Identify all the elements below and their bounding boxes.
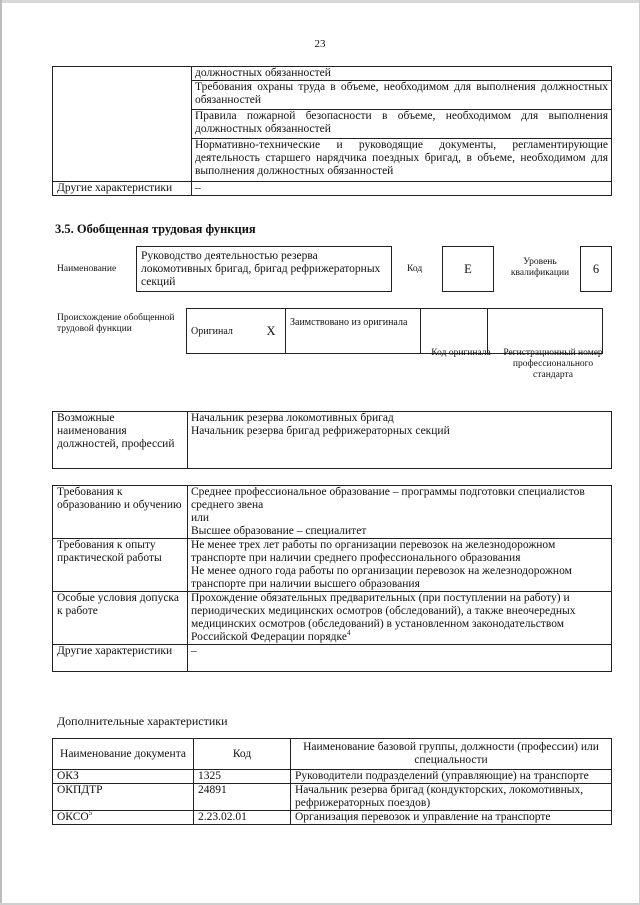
origin-label: Происхождение обобщенной трудовой функции [57,313,175,334]
requirement-line: Не менее трех лет работы по организации перевозок на железнодорожном транспорте при наличии среднего профессионального образования [191,539,556,564]
table-header-row [53,739,612,770]
additional-table [52,738,612,825]
positions-table [52,411,612,469]
page-edge [0,0,640,3]
table-row [53,182,612,196]
positions-values [188,412,612,469]
table-cell: Другие характеристики [53,182,192,196]
table-row [53,67,612,81]
additional-title: Дополнительные характеристики [57,714,228,728]
requirement-label: Другие характеристики [53,645,188,672]
table-row [187,309,603,354]
requirement-line: Не менее одного года работы по организации перевозок на железнодорожном транспорте при наличии высшего образования [191,565,572,590]
code-cell: 2.23.02.01 [194,811,291,825]
table-row [53,412,612,469]
code-cell: 24891 [194,784,291,811]
original-code-cell [421,309,488,354]
name-label: Наименование [57,264,117,274]
column-header: Наименование документа [53,739,194,770]
continuation-table [52,66,612,196]
original-label: Оригинал [187,309,258,354]
code-value-box: E [442,246,494,292]
name-cell: Начальник резерва бригад (кондукторских, локомотивных, рефрижераторных поездов) [291,784,612,811]
table-cell: Правила пожарной безопасности в объеме, необходимом для выполнения должностных обязанностей [192,110,612,139]
level-value-box: 6 [580,246,612,292]
requirement-value [188,486,612,539]
table-row [53,486,612,539]
table-cell: – [192,182,612,196]
doc-cell [53,784,194,811]
doc-cell [53,811,194,825]
requirement-line: Среднее профессиональное образование – программы подготовки специалистов среднего звена [191,486,585,511]
position-line: Начальник резерва локомотивных бригад [191,412,394,424]
table-cell: должностных обязанностей [192,67,612,81]
footnote-mark: 5 [88,809,93,818]
code-caption: Код оригинала [431,348,491,358]
table-row [53,784,612,811]
table-row [53,811,612,825]
name-cell: Организация перевозок и управление на транспорте [291,811,612,825]
footnote-mark: 4 [346,629,351,638]
column-header: Наименование базовой группы, должности (профессии) или специальности [291,739,612,770]
doc-name: ОКЗ [57,770,79,782]
table-row [53,592,612,645]
borrowed-label: Заимствовано из оригинала [286,309,421,354]
page-number: 23 [314,38,326,50]
requirement-line: Прохождение обязательных предварительных (при поступлении на работу) и периодических медицинских осмотров (обследований), а также внеочередных медицинских осмотров (обследований) в установленном законодательством Российской Федерации порядке [191,592,576,643]
reg-caption: Регистрационный номер профессионального стандарта [503,348,603,380]
requirement-value: – [188,645,612,672]
page-edge [0,0,2,905]
doc-cell [53,770,194,784]
table-cell: Нормативно-технические и руководящие документы, регламентирующие деятельность старшего нарядчика поездных бригад, в объеме, необходимом для выполнения должностных обязанностей [192,139,612,182]
table-cell [53,67,192,182]
table-row [53,770,612,784]
code-cell: 1325 [194,770,291,784]
section-title: 3.5. Обобщенная трудовая функция [55,222,256,236]
table-cell: Требования охраны труда в объеме, необходимом для выполнения должностных обязанностей [192,81,612,110]
doc-name: ОКСО [57,811,89,823]
requirement-label: Требования к образованию и обучению [53,486,188,539]
requirement-label: Особые условия допуска к работе [53,592,188,645]
requirement-value [188,592,612,645]
level-label: Уровень квалификации [510,257,570,278]
column-header: Код [194,739,291,770]
function-name-box: Руководство деятельностью резерва локомотивных бригад, бригад рефрижераторных секций [136,246,392,292]
name-cell: Руководители подразделений (управляющие) на транспорте [291,770,612,784]
requirement-line: или [191,512,210,524]
requirement-line: Высшее образование – специалитет [191,525,367,537]
requirements-table [52,485,612,672]
code-label: Код [407,264,423,274]
table-row [53,539,612,592]
requirement-value [188,539,612,592]
reg-number-cell [488,309,603,354]
table-row [53,645,612,672]
original-mark: X [257,309,286,354]
doc-name: ОКПДТР [57,784,103,796]
position-line: Начальник резерва бригад рефрижераторных секций [191,425,450,437]
requirement-label: Требования к опыту практической работы [53,539,188,592]
positions-label: Возможные наименования должностей, профессий [53,412,188,469]
